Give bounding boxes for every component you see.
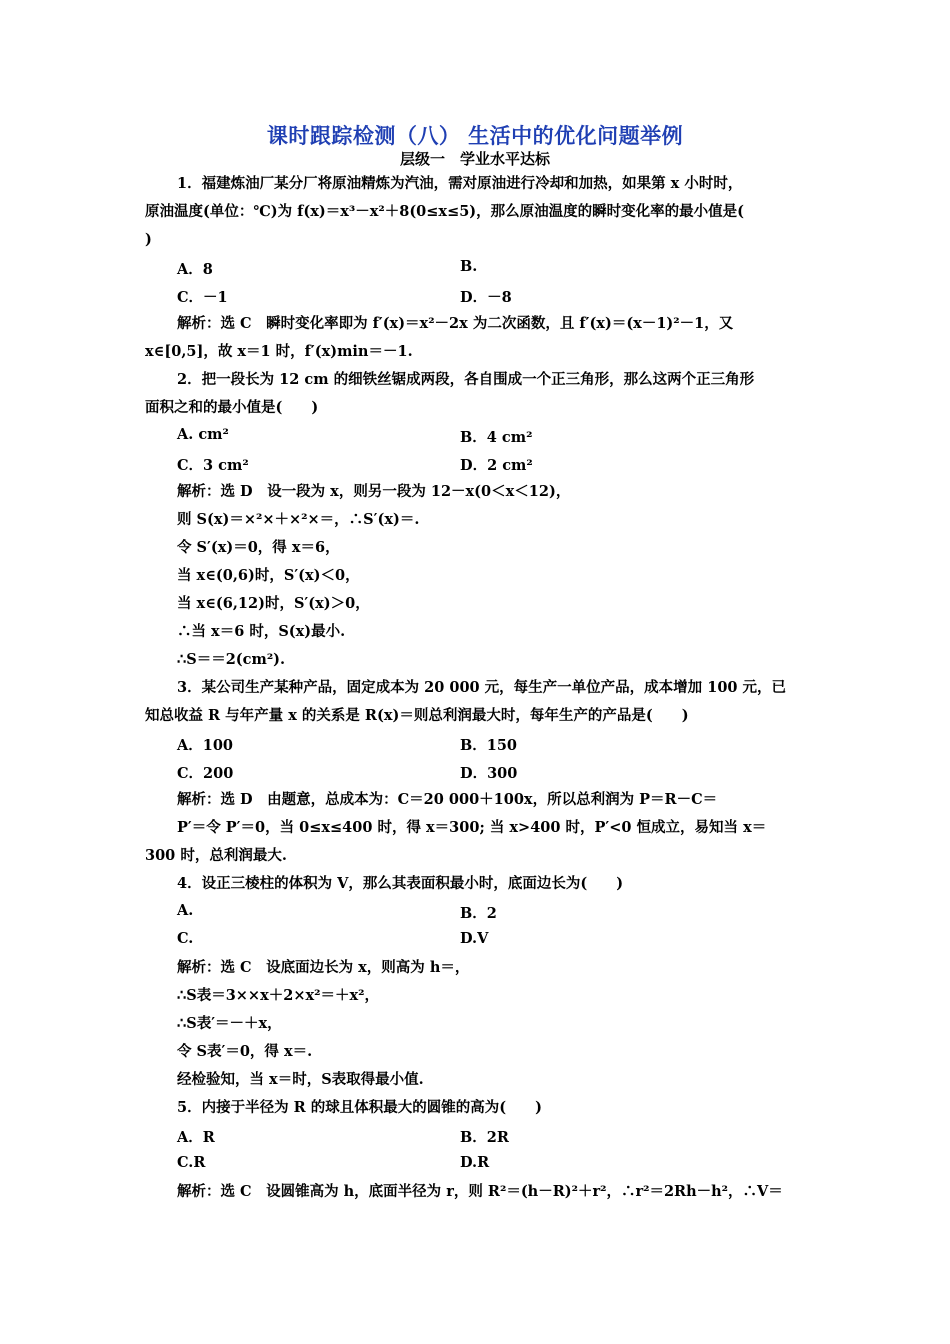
q1-stem-line-3: ) <box>145 231 152 248</box>
q2-stem-line-1: 2．把一段长为 12 cm 的细铁丝锯成两段，各自围成一个正三角形，那么这两个正三角形 <box>177 371 755 388</box>
q2-solution-line-7: ∴S＝＝2(cm²). <box>177 651 286 668</box>
q2-solution-line-3: 令 S′(x)＝0，得 x＝6， <box>177 539 340 556</box>
section-subtitle: 层级一 学业水平达标 <box>399 150 550 168</box>
q2-solution-line-1: 解析：选 D 设一段为 x，则另一段为 12－x(0＜x＜12)， <box>177 483 571 500</box>
q1-option-c: C．－1 <box>177 289 228 306</box>
q3-solution-line-2: P′＝令 P′＝0，当 0≤x≤400 时，得 x＝300; 当 x>400 时，P′<0 恒成立，易知当 x＝ <box>177 819 767 836</box>
q2-option-a: A. cm² <box>177 426 229 443</box>
q4-option-c: C. <box>177 930 194 947</box>
q5-option-d: D.R <box>460 1154 490 1171</box>
q3-stem-line-1: 3．某公司生产某种产品，固定成本为 20 000 元，每生产一单位产品，成本增加 100 元，已 <box>177 679 787 696</box>
q2-stem-line-2: 面积之和的最小值是( ) <box>145 399 319 416</box>
q1-stem-line-2: 原油温度(单位：℃)为 f(x)＝x³－x²＋8(0≤x≤5)，那么原油温度的瞬时变化率的最小值是( <box>145 203 745 220</box>
q2-option-b: B．4 cm² <box>460 429 533 446</box>
q4-solution-line-4: 令 S表′＝0，得 x＝. <box>177 1043 313 1060</box>
q3-option-a: A．100 <box>177 737 234 754</box>
page-title: 课时跟踪检测（八） 生活中的优化问题举例 <box>266 124 684 148</box>
q4-stem-line-1: 4．设正三棱柱的体积为 V，那么其表面积最小时，底面边长为( ) <box>177 875 624 892</box>
q2-solution-line-6: ∴当 x＝6 时，S(x)最小. <box>177 623 346 640</box>
q4-solution-line-2: ∴S表＝3××x＋2×x²＝＋x²， <box>177 987 379 1004</box>
q3-option-c: C．200 <box>177 765 234 782</box>
q3-solution-line-1: 解析：选 D 由题意，总成本为：C＝20 000＋100x，所以总利润为 P＝R－C＝ <box>177 791 718 808</box>
q3-option-d: D．300 <box>460 765 518 782</box>
q4-solution-line-1: 解析：选 C 设底面边长为 x，则高为 h＝， <box>177 959 470 976</box>
q1-option-a: A．8 <box>177 261 213 278</box>
q2-solution-line-4: 当 x∈(0,6)时，S′(x)＜0， <box>177 567 360 584</box>
q5-option-a: A．R <box>177 1129 215 1146</box>
q2-solution-line-2: 则 S(x)＝×²×＋×²×＝，∴S′(x)＝. <box>177 511 420 528</box>
q1-option-b: B. <box>460 258 478 275</box>
q4-solution-line-5: 经检验知，当 x＝时，S表取得最小值. <box>177 1071 424 1088</box>
q1-option-d: D．－8 <box>460 289 512 306</box>
q1-solution-line-1: 解析：选 C 瞬时变化率即为 f′(x)＝x²－2x 为二次函数，且 f′(x)＝(x－1)²－1，又 <box>177 315 734 332</box>
q1-stem-line-1: 1．福建炼油厂某分厂将原油精炼为汽油，需对原油进行冷却和加热，如果第 x 小时时， <box>177 175 743 192</box>
q1-solution-line-2: x∈[0,5]，故 x＝1 时，f′(x)min＝－1. <box>145 343 413 360</box>
q4-solution-line-3: ∴S表′＝－＋x， <box>177 1015 282 1032</box>
q5-solution-line-1: 解析：选 C 设圆锥高为 h，底面半径为 r，则 R²＝(h－R)²＋r²，∴r²＝2Rh－h²，∴V＝ <box>177 1183 783 1200</box>
q2-solution-line-5: 当 x∈(6,12)时，S′(x)＞0， <box>177 595 370 612</box>
q5-option-b: B．2R <box>460 1129 509 1146</box>
q5-stem-line-1: 5．内接于半径为 R 的球且体积最大的圆锥的高为( ) <box>177 1099 542 1116</box>
q2-option-c: C．3 cm² <box>177 457 249 474</box>
q4-option-d: D.V <box>460 930 489 947</box>
q2-option-d: D．2 cm² <box>460 457 533 474</box>
q3-option-b: B．150 <box>460 737 518 754</box>
q3-solution-line-3: 300 时，总利润最大. <box>145 847 287 864</box>
q5-option-c: C.R <box>177 1154 206 1171</box>
q4-option-a: A. <box>177 902 194 919</box>
q4-option-b: B．2 <box>460 905 497 922</box>
q3-stem-line-2: 知总收益 R 与年产量 x 的关系是 R(x)＝则总利润最大时，每年生产的产品是( ) <box>145 707 689 724</box>
